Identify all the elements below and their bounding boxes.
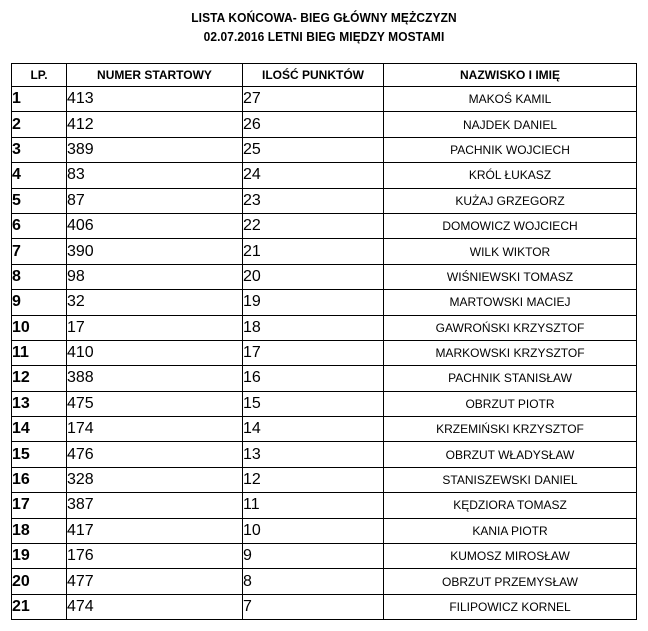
- cell-name: MARTOWSKI MACIEJ: [384, 290, 637, 315]
- cell-lp: 17: [12, 493, 67, 518]
- cell-start-number: 17: [67, 315, 243, 340]
- cell-name: PACHNIK STANISŁAW: [384, 366, 637, 391]
- table-row: [12, 391, 637, 416]
- table-row: [12, 87, 637, 112]
- cell-name: OBRZUT PRZEMYSŁAW: [384, 569, 637, 594]
- table-row: [12, 518, 637, 543]
- cell-start-number: 390: [67, 239, 243, 264]
- cell-name: DOMOWICZ WOJCIECH: [384, 213, 637, 238]
- cell-points: 20: [243, 264, 384, 289]
- cell-name: PACHNIK WOJCIECH: [384, 137, 637, 162]
- cell-name: WIŚNIEWSKI TOMASZ: [384, 264, 637, 289]
- cell-start-number: 410: [67, 340, 243, 365]
- table-row: [12, 366, 637, 391]
- cell-points: 27: [243, 87, 384, 112]
- results-table-body: [12, 87, 637, 620]
- cell-lp: 13: [12, 391, 67, 416]
- cell-start-number: 474: [67, 594, 243, 619]
- cell-name: OBRZUT WŁADYSŁAW: [384, 442, 637, 467]
- column-header-lp: LP.: [12, 64, 67, 87]
- cell-start-number: 413: [67, 87, 243, 112]
- cell-start-number: 176: [67, 544, 243, 569]
- cell-name: FILIPOWICZ KORNEL: [384, 594, 637, 619]
- cell-points: 24: [243, 163, 384, 188]
- table-row: [12, 112, 637, 137]
- cell-start-number: 87: [67, 188, 243, 213]
- cell-name: KANIA PIOTR: [384, 518, 637, 543]
- cell-start-number: 417: [67, 518, 243, 543]
- table-row: [12, 340, 637, 365]
- cell-lp: 16: [12, 467, 67, 492]
- cell-lp: 10: [12, 315, 67, 340]
- cell-points: 15: [243, 391, 384, 416]
- cell-points: 13: [243, 442, 384, 467]
- cell-points: 18: [243, 315, 384, 340]
- cell-points: 25: [243, 137, 384, 162]
- table-row: [12, 594, 637, 619]
- table-row: [12, 239, 637, 264]
- cell-lp: 11: [12, 340, 67, 365]
- document-subtitle: 02.07.2016 LETNI BIEG MIĘDZY MOSTAMI: [203, 29, 445, 44]
- cell-points: 22: [243, 213, 384, 238]
- cell-name: KUŻAJ GRZEGORZ: [384, 188, 637, 213]
- results-table: [11, 63, 637, 620]
- cell-start-number: 389: [67, 137, 243, 162]
- cell-lp: 9: [12, 290, 67, 315]
- cell-start-number: 98: [67, 264, 243, 289]
- cell-points: 17: [243, 340, 384, 365]
- cell-points: 10: [243, 518, 384, 543]
- cell-lp: 8: [12, 264, 67, 289]
- cell-lp: 3: [12, 137, 67, 162]
- cell-name: MARKOWSKI KRZYSZTOF: [384, 340, 637, 365]
- cell-start-number: 328: [67, 467, 243, 492]
- cell-lp: 18: [12, 518, 67, 543]
- table-row: [12, 213, 637, 238]
- cell-lp: 6: [12, 213, 67, 238]
- cell-points: 8: [243, 569, 384, 594]
- cell-points: 23: [243, 188, 384, 213]
- cell-name: NAJDEK DANIEL: [384, 112, 637, 137]
- cell-points: 9: [243, 544, 384, 569]
- cell-lp: 5: [12, 188, 67, 213]
- cell-lp: 7: [12, 239, 67, 264]
- cell-lp: 1: [12, 87, 67, 112]
- table-row: [12, 315, 637, 340]
- cell-points: 26: [243, 112, 384, 137]
- results-table-header: [12, 64, 637, 87]
- cell-name: GAWROŃSKI KRZYSZTOF: [384, 315, 637, 340]
- cell-points: 19: [243, 290, 384, 315]
- cell-points: 7: [243, 594, 384, 619]
- cell-points: 16: [243, 366, 384, 391]
- cell-name: MAKOŚ KAMIL: [384, 87, 637, 112]
- cell-name: KRZEMIŃSKI KRZYSZTOF: [384, 417, 637, 442]
- cell-start-number: 388: [67, 366, 243, 391]
- cell-lp: 21: [12, 594, 67, 619]
- column-header-points: ILOŚĆ PUNKTÓW: [243, 64, 384, 87]
- cell-name: KĘDZIORA TOMASZ: [384, 493, 637, 518]
- cell-lp: 20: [12, 569, 67, 594]
- table-row: [12, 569, 637, 594]
- cell-start-number: 412: [67, 112, 243, 137]
- column-header-start-number: NUMER STARTOWY: [67, 64, 243, 87]
- cell-lp: 14: [12, 417, 67, 442]
- cell-lp: 4: [12, 163, 67, 188]
- table-row: [12, 137, 637, 162]
- cell-name: STANISZEWSKI DANIEL: [384, 467, 637, 492]
- table-row: [12, 290, 637, 315]
- cell-start-number: 477: [67, 569, 243, 594]
- table-row: [12, 442, 637, 467]
- cell-name: KUMOSZ MIROSŁAW: [384, 544, 637, 569]
- cell-points: 12: [243, 467, 384, 492]
- table-row: [12, 493, 637, 518]
- table-row: [12, 188, 637, 213]
- cell-name: OBRZUT PIOTR: [384, 391, 637, 416]
- table-row: [12, 467, 637, 492]
- table-row: [12, 544, 637, 569]
- cell-points: 11: [243, 493, 384, 518]
- cell-lp: 2: [12, 112, 67, 137]
- cell-points: 14: [243, 417, 384, 442]
- header-row: [12, 64, 637, 87]
- cell-start-number: 475: [67, 391, 243, 416]
- table-row: [12, 417, 637, 442]
- table-row: [12, 163, 637, 188]
- cell-lp: 19: [12, 544, 67, 569]
- cell-name: KRÓL ŁUKASZ: [384, 163, 637, 188]
- column-header-name: NAZWISKO I IMIĘ: [384, 64, 637, 87]
- cell-points: 21: [243, 239, 384, 264]
- cell-lp: 12: [12, 366, 67, 391]
- cell-lp: 15: [12, 442, 67, 467]
- table-row: [12, 264, 637, 289]
- document-title: LISTA KOŃCOWA- BIEG GŁÓWNY MĘŻCZYZN: [191, 10, 457, 25]
- cell-start-number: 476: [67, 442, 243, 467]
- cell-start-number: 406: [67, 213, 243, 238]
- cell-start-number: 387: [67, 493, 243, 518]
- cell-name: WILK WIKTOR: [384, 239, 637, 264]
- cell-start-number: 32: [67, 290, 243, 315]
- document-header: [0, 8, 648, 46]
- cell-start-number: 83: [67, 163, 243, 188]
- cell-start-number: 174: [67, 417, 243, 442]
